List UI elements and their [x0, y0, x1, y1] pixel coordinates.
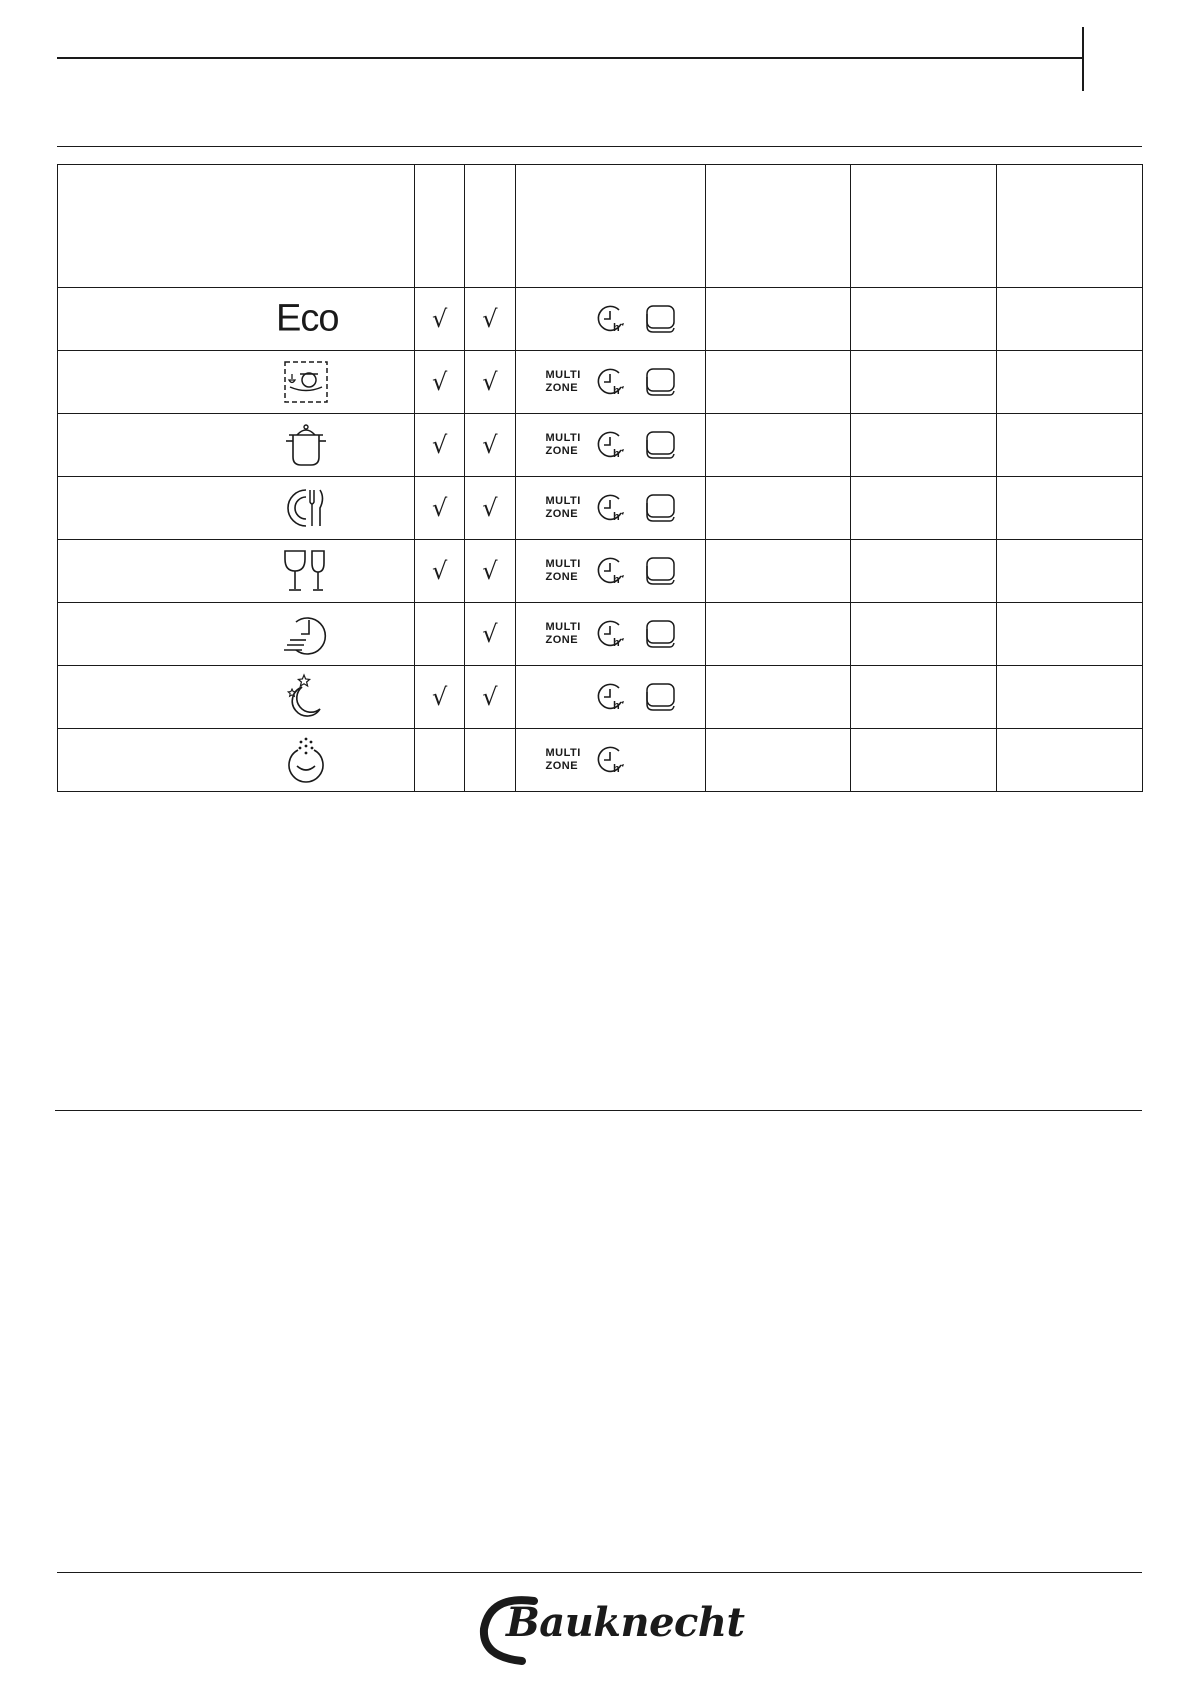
- value-cell: [851, 540, 997, 603]
- multizone-icon: [546, 495, 581, 521]
- options-cell: [515, 351, 705, 414]
- rinse-icon: [276, 736, 336, 784]
- multizone-line: ZONE: [545, 508, 579, 520]
- programme-cell: [58, 666, 415, 729]
- multizone-icon: [546, 369, 581, 395]
- options-cell: [515, 414, 705, 477]
- options-cell: [515, 729, 705, 792]
- delay-start-icon: [594, 365, 628, 399]
- header-cell-options: [515, 165, 705, 288]
- header-cell-programme: [58, 165, 415, 288]
- programme-table: [57, 164, 1143, 792]
- value-cell: [851, 288, 997, 351]
- check-cell-1: √: [414, 351, 464, 414]
- section-divider: [57, 146, 1142, 147]
- check-cell-2: √: [465, 666, 515, 729]
- value-cell: [851, 729, 997, 792]
- value-cell: [705, 351, 851, 414]
- options-cell: [515, 477, 705, 540]
- delay-start-icon: [594, 554, 628, 588]
- value-cell: [997, 603, 1143, 666]
- check-cell-1: [414, 603, 464, 666]
- check-cell-1: √: [414, 666, 464, 729]
- value-cell: [851, 603, 997, 666]
- options-cell: [515, 540, 705, 603]
- tablet-icon: [642, 428, 678, 462]
- table-row: [58, 414, 1143, 477]
- value-cell: [705, 603, 851, 666]
- tablet-icon: [642, 491, 678, 525]
- pot-icon: [276, 421, 336, 469]
- value-cell: [705, 477, 851, 540]
- options-cell: [515, 288, 705, 351]
- check-cell-2: [465, 729, 515, 792]
- multizone-line: MULTI: [545, 495, 581, 507]
- check-cell-2: √: [465, 414, 515, 477]
- fast-clock-icon: [276, 610, 336, 658]
- table-row: [58, 288, 1143, 351]
- delay-start-icon: [594, 617, 628, 651]
- programme-cell: [58, 288, 415, 351]
- value-cell: [851, 666, 997, 729]
- table-row: [58, 351, 1143, 414]
- multizone-line: MULTI: [545, 432, 581, 444]
- table-row: [58, 666, 1143, 729]
- delay-start-icon: [594, 743, 628, 777]
- check-cell-1: [414, 729, 464, 792]
- value-cell: [851, 477, 997, 540]
- eco-icon: Eco: [276, 297, 339, 340]
- brand-logo: [476, 1591, 745, 1667]
- svg-text:h: h: [612, 385, 620, 397]
- multizone-line: ZONE: [545, 634, 579, 646]
- multizone-line: MULTI: [545, 747, 581, 759]
- header-cell-value-1: [705, 165, 851, 288]
- table-row: [58, 540, 1143, 603]
- multizone-icon: [546, 621, 581, 647]
- check-cell-2: √: [465, 603, 515, 666]
- check-cell-1: √: [414, 414, 464, 477]
- header-tick-mark: [1082, 27, 1084, 91]
- value-cell: [705, 288, 851, 351]
- svg-text:h: h: [612, 574, 620, 586]
- svg-text:h: h: [612, 448, 620, 460]
- delay-start-icon: [594, 680, 628, 714]
- value-cell: [997, 540, 1143, 603]
- options-cell: [515, 666, 705, 729]
- header-cell-check-1: [414, 165, 464, 288]
- tablet-icon: [642, 365, 678, 399]
- delay-start-icon: [594, 302, 628, 336]
- check-cell-2: √: [465, 477, 515, 540]
- table-row: [58, 603, 1143, 666]
- programme-cell: [58, 729, 415, 792]
- value-cell: [705, 414, 851, 477]
- value-cell: [705, 540, 851, 603]
- multizone-line: MULTI: [545, 558, 581, 570]
- tablet-icon: [642, 617, 678, 651]
- check-cell-2: √: [465, 540, 515, 603]
- svg-text:h: h: [612, 637, 620, 649]
- header-cell-value-3: [997, 165, 1143, 288]
- multizone-line: ZONE: [545, 445, 579, 457]
- programme-cell: [58, 540, 415, 603]
- multizone-line: MULTI: [545, 369, 581, 381]
- delay-start-icon: [594, 428, 628, 462]
- tablet-icon: [642, 302, 678, 336]
- table-row: [58, 477, 1143, 540]
- programme-cell: [58, 603, 415, 666]
- value-cell: [997, 288, 1143, 351]
- value-cell: [851, 414, 997, 477]
- table-row: [58, 729, 1143, 792]
- multizone-icon: [546, 747, 581, 773]
- programme-cell: [58, 477, 415, 540]
- value-cell: [705, 729, 851, 792]
- multizone-icon: [546, 558, 581, 584]
- plate-cutlery-icon: [276, 484, 336, 532]
- value-cell: [997, 666, 1143, 729]
- value-cell: [851, 351, 997, 414]
- multizone-line: ZONE: [545, 382, 579, 394]
- wine-glasses-icon: [276, 547, 336, 595]
- multizone-line: ZONE: [545, 571, 579, 583]
- svg-text:h: h: [612, 700, 620, 712]
- value-cell: [997, 414, 1143, 477]
- footer-divider: [57, 1572, 1142, 1573]
- check-cell-2: √: [465, 351, 515, 414]
- multizone-icon: [546, 432, 581, 458]
- svg-text:h: h: [612, 322, 620, 334]
- check-cell-1: √: [414, 540, 464, 603]
- header-cell-check-2: [465, 165, 515, 288]
- svg-text:h: h: [612, 511, 620, 523]
- check-cell-1: √: [414, 288, 464, 351]
- value-cell: [997, 351, 1143, 414]
- programme-cell: [58, 414, 415, 477]
- check-cell-1: √: [414, 477, 464, 540]
- multizone-line: ZONE: [545, 760, 579, 772]
- options-cell: [515, 603, 705, 666]
- header-cell-value-2: [851, 165, 997, 288]
- programme-cell: [58, 351, 415, 414]
- header-rule: [57, 57, 1083, 59]
- check-cell-2: √: [465, 288, 515, 351]
- delay-start-icon: [594, 491, 628, 525]
- multizone-line: MULTI: [545, 621, 581, 633]
- svg-text:h: h: [612, 763, 620, 775]
- brand-wordmark: Bauknecht: [506, 1599, 745, 1646]
- mixed-load-icon: [276, 358, 336, 406]
- night-moon-icon: [276, 673, 336, 721]
- table-header-row: [58, 165, 1143, 288]
- value-cell: [997, 729, 1143, 792]
- tablet-icon: [642, 554, 678, 588]
- value-cell: [705, 666, 851, 729]
- value-cell: [997, 477, 1143, 540]
- tablet-icon: [642, 680, 678, 714]
- section-divider: [55, 1110, 1142, 1111]
